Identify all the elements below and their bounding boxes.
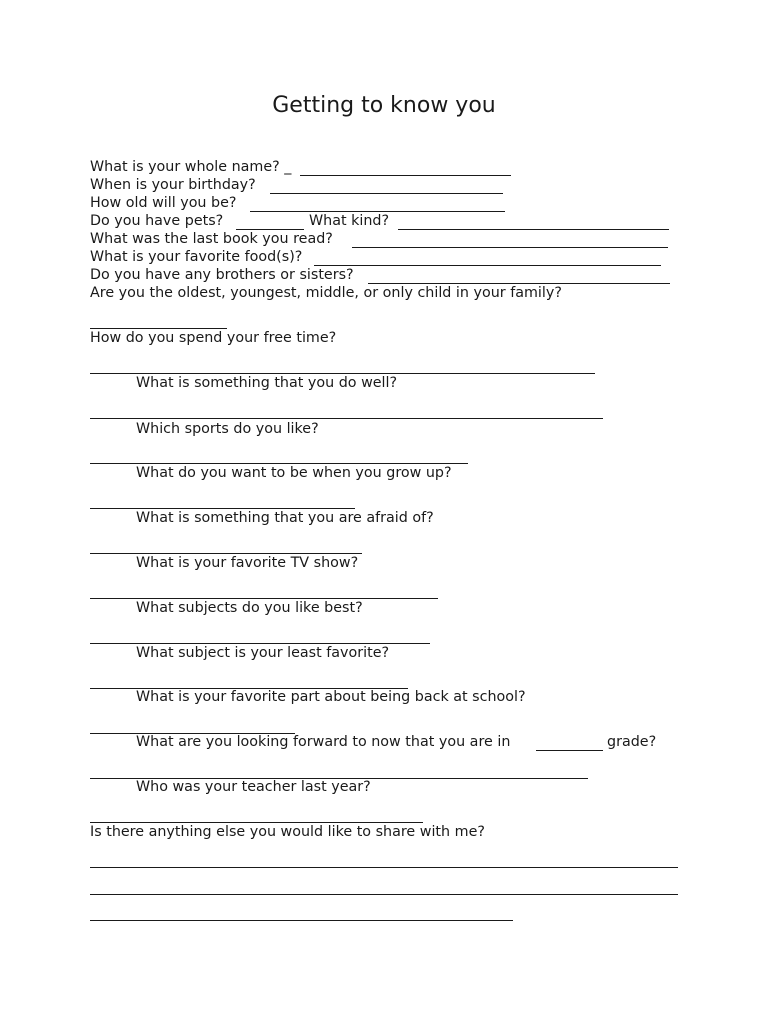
question-text: What was the last book you read? [90, 231, 333, 247]
answer-line[interactable] [314, 265, 661, 266]
question-text: What is something that you are afraid of? [136, 510, 434, 526]
question-text: What subject is your least favorite? [136, 645, 390, 661]
answer-line[interactable] [90, 418, 603, 419]
question-text: What is your whole name? _ [90, 159, 292, 175]
page-title: Getting to know you [272, 93, 496, 118]
answer-line[interactable] [270, 193, 503, 194]
question-text: What is your favorite food(s)? [90, 249, 303, 265]
question-text: What subjects do you like best? [136, 600, 363, 616]
question-text: Are you the oldest, youngest, middle, or only child in your family? [90, 285, 562, 301]
question-text: Is there anything else you would like to share with me? [90, 824, 485, 840]
question-text: What is something that you do well? [136, 375, 398, 391]
question-text: Which sports do you like? [136, 421, 319, 437]
answer-line[interactable] [90, 894, 678, 895]
answer-line[interactable] [398, 229, 669, 230]
question-text: Do you have pets? [90, 213, 224, 229]
question-text: What are you looking forward to now that you are in [136, 734, 511, 750]
question-text: How old will you be? [90, 195, 237, 211]
question-text: What is your favorite TV show? [136, 555, 359, 571]
question-text: How do you spend your free time? [90, 330, 337, 346]
answer-line[interactable] [300, 175, 511, 176]
question-text-2: What kind? [309, 213, 390, 229]
question-text: What do you want to be when you grow up? [136, 465, 452, 481]
question-text: Who was your teacher last year? [136, 779, 371, 795]
answer-line[interactable] [90, 920, 513, 921]
answer-line[interactable] [90, 867, 678, 868]
question-text: When is your birthday? [90, 177, 256, 193]
question-text: Do you have any brothers or sisters? [90, 267, 354, 283]
answer-line[interactable] [536, 750, 603, 751]
answer-line[interactable] [352, 247, 668, 248]
question-text-2: grade? [607, 734, 657, 750]
question-text: What is your favorite part about being back at school? [136, 689, 526, 705]
